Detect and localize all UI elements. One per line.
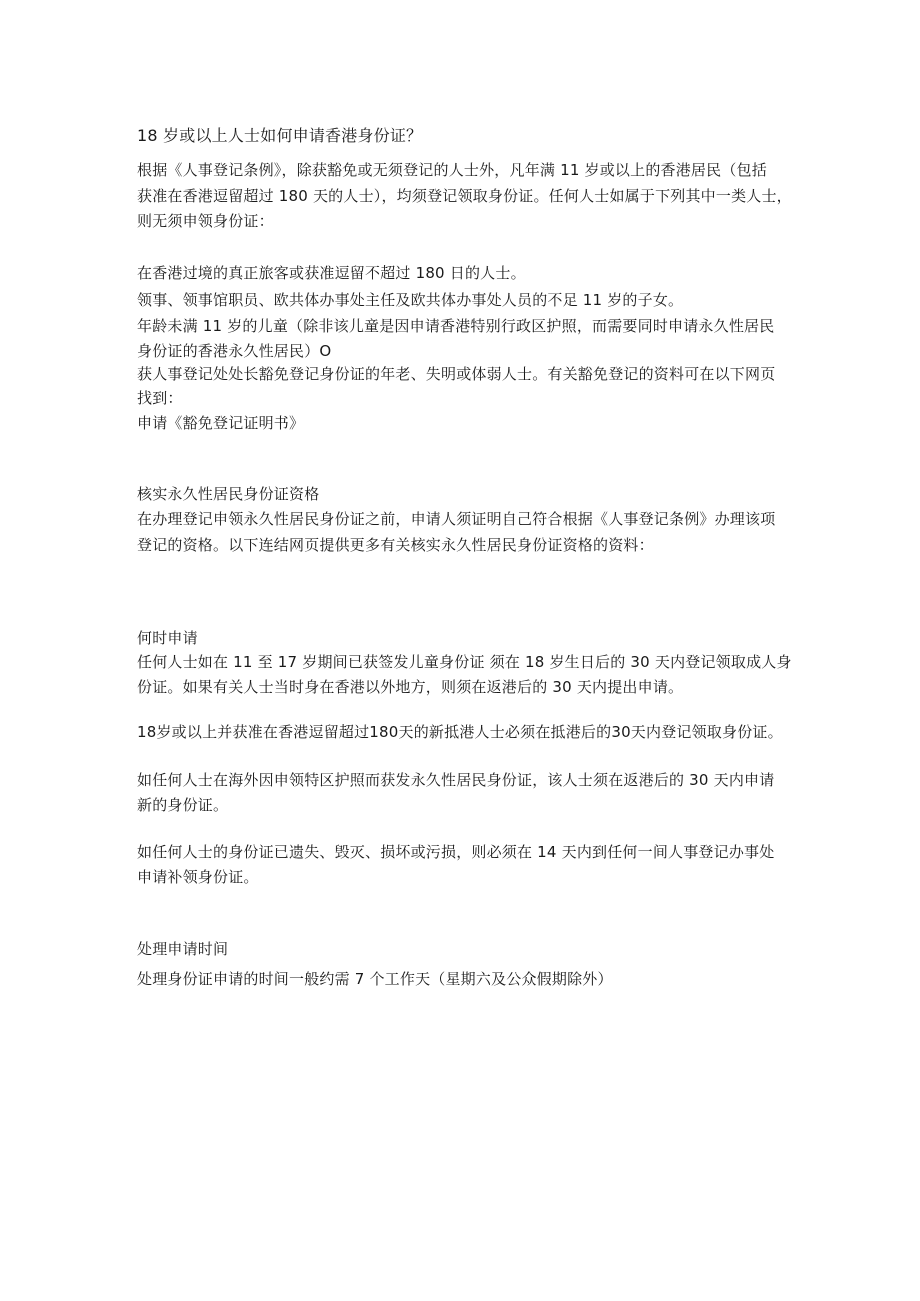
intro-line-1: 根据《人事登记条例》，除获豁免或无须登记的人士外，凡年满 11 岁或以上的香港居民（包括 <box>137 161 767 179</box>
document-title: 18 岁或以上人士如何申请香港身份证？ <box>137 126 423 145</box>
exempt-item-transit: 在香港过境的真正旅客或获准逗留不超过 180 日的人士。 <box>137 264 526 282</box>
processing-line: 处理身份证申请的时间一般约需 7 个工作天（星期六及公众假期除外） <box>137 970 613 988</box>
when-p2: 18岁或以上并获准在香港逗留超过180天的新抵港人士必须在抵港后的30天内登记领取身份证。 <box>137 723 783 741</box>
when-p1-line-1: 任何人士如在 11 至 17 岁期间已获签发儿童身份证 须在 18 岁生日后的 30 天内登记领取成人身 <box>137 653 792 671</box>
exempt-item-elderly-2: 找到： <box>137 389 183 407</box>
exempt-item-consul: 领事、领事馆职员、欧共体办事处主任及欧共体办事处人员的不足 11 岁的子女。 <box>137 291 684 309</box>
section-heading-processing: 处理申请时间 <box>137 940 229 958</box>
exempt-item-elderly-1: 获人事登记处处长豁免登记身份证的年老、失明或体弱人士。有关豁免登记的资料可在以下网页 <box>137 365 776 383</box>
intro-line-3: 则无须申领身份证： <box>137 212 274 230</box>
permanent-line-2: 登记的资格。以下连结网页提供更多有关核实永久性居民身份证资格的资料： <box>137 536 654 554</box>
when-p4-line-1: 如任何人士的身份证已遗失、毁灭、损坏或污损，则必须在 14 天内到任何一间人事登记办事处 <box>137 843 775 861</box>
when-p4-line-2: 申请补领身份证。 <box>137 868 259 886</box>
exemption-certificate-link[interactable]: 申请《豁免登记证明书》 <box>137 414 305 432</box>
exempt-item-child-2: 身份证的香港永久性居民）O <box>137 342 332 360</box>
when-p1-line-2: 份证。如果有关人士当时身在香港以外地方，则须在返港后的 30 天内提出申请。 <box>137 678 684 696</box>
when-p3-line-2: 新的身份证。 <box>137 796 229 814</box>
section-heading-permanent: 核实永久性居民身份证资格 <box>137 485 320 503</box>
when-p3-line-1: 如任何人士在海外因申领特区护照而获发永久性居民身份证，该人士须在返港后的 30 天内申请 <box>137 771 775 789</box>
exempt-item-child-1: 年龄未满 11 岁的儿童（除非该儿童是因申请香港特别行政区护照，而需要同时申请永久性居民 <box>137 317 775 335</box>
section-heading-when: 何时申请 <box>137 629 198 647</box>
intro-line-2: 获准在香港逗留超过 180 天的人士），均须登记领取身份证。任何人士如属于下列其中一类人士， <box>137 187 792 205</box>
permanent-line-1: 在办理登记申领永久性居民身份证之前，申请人须证明自己符合根据《人事登记条例》办理该项 <box>137 510 776 528</box>
